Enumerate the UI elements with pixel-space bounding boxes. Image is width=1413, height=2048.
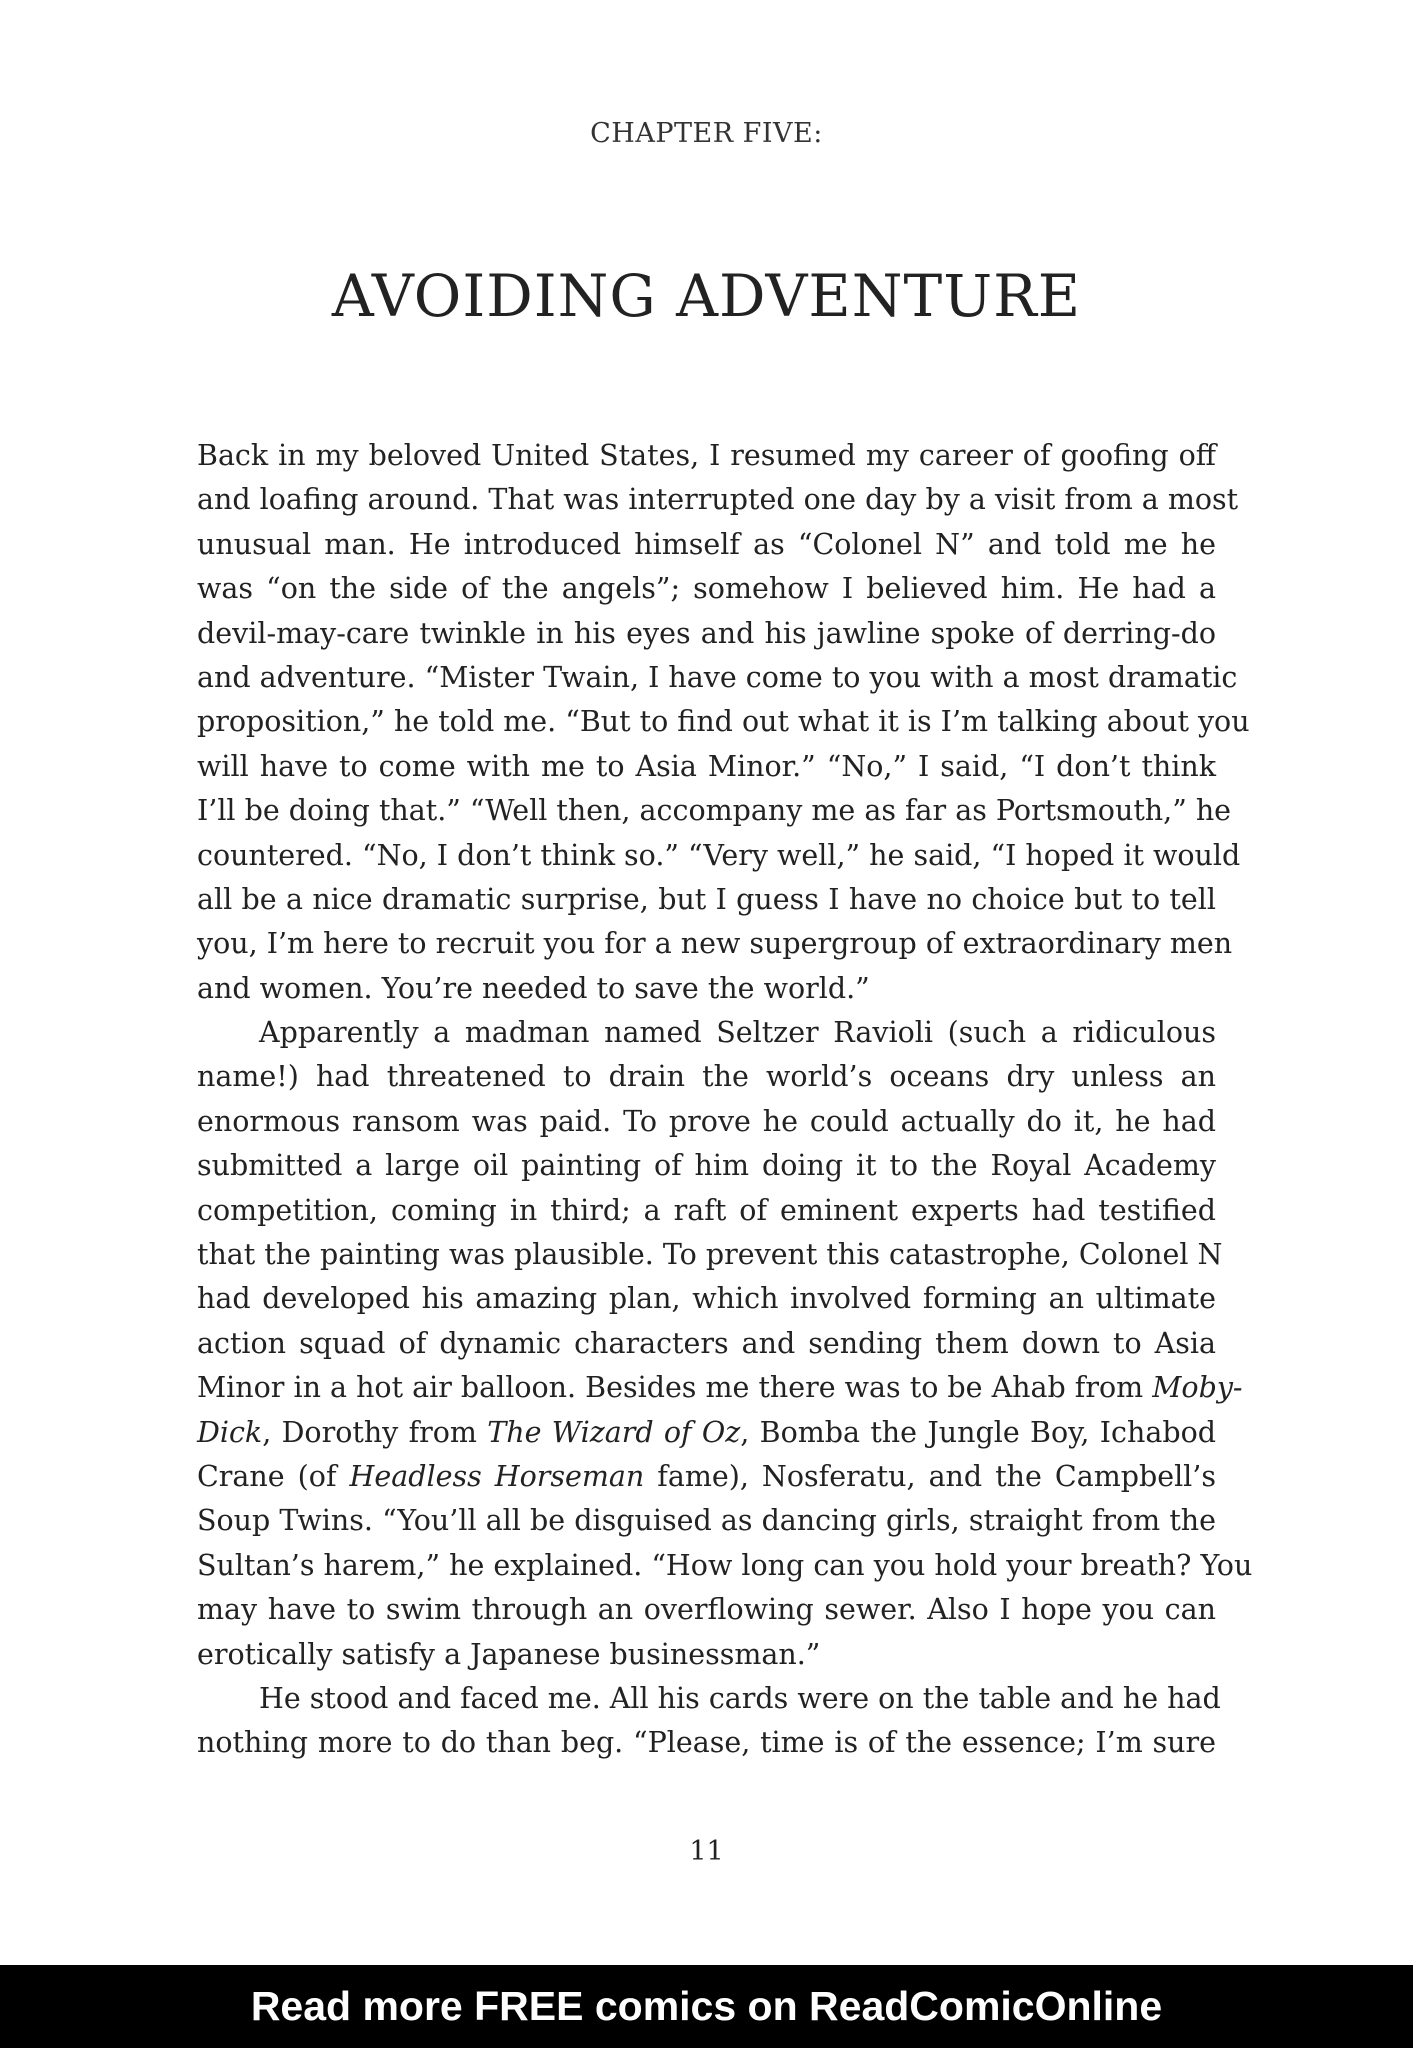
text-segment: name!) had threatened to drain the world’s oceans dry unless an <box>197 1060 1216 1094</box>
text-line <box>197 745 1216 789</box>
text-line <box>197 1544 1253 1588</box>
text-segment: you, I’m here to recruit you for a new supergroup of extraordinary men <box>197 927 1233 961</box>
text-line <box>197 1677 1221 1721</box>
text-line <box>197 1366 1243 1410</box>
text-segment: may have to swim through an overflowing sewer. Also I hope you can <box>197 1593 1216 1627</box>
text-segment: all be a nice dramatic surprise, but I guess I have no choice but to tell <box>197 882 1216 916</box>
text-line <box>197 1721 1216 1765</box>
text-segment: had developed his amazing plan, which involved forming an ultimate <box>197 1282 1216 1316</box>
italic-text: Moby- <box>1152 1371 1243 1405</box>
text-segment: and adventure. “Mister Twain, I have come to you with a most dramatic <box>197 660 1238 694</box>
text-segment: Sultan’s harem,” he explained. “How long can you hold your breath? You <box>197 1548 1253 1582</box>
text-segment: and women. You’re needed to save the world.” <box>197 971 870 1005</box>
text-line <box>197 1322 1216 1366</box>
italic-text: Headless Horseman <box>349 1459 645 1493</box>
text-line <box>197 523 1216 567</box>
text-segment: and loafing around. That was interrupted one day by a visit from a most <box>197 483 1239 517</box>
text-segment: countered. “No, I don’t think so.” “Very well,” he said, “I hoped it would <box>197 838 1241 872</box>
paragraph <box>197 434 1250 1011</box>
text-segment: Back in my beloved United States, I resumed my career of goofing off <box>197 439 1216 472</box>
text-line <box>197 1055 1216 1099</box>
text-line <box>197 1633 1216 1677</box>
text-segment: will have to come with me to Asia Minor.” “No,” I said, “I don’t think <box>197 749 1216 783</box>
text-segment: enormous ransom was paid. To prove he could actually do it, he had <box>197 1104 1216 1138</box>
paragraph <box>197 1011 1253 1677</box>
page-number: 11 <box>689 1836 724 1867</box>
text-line <box>197 1100 1216 1144</box>
text-line <box>197 1233 1223 1277</box>
text-line <box>197 656 1238 700</box>
text-segment: that the painting was plausible. To prevent this catastrophe, Colonel N <box>197 1238 1223 1272</box>
text-line <box>197 1588 1216 1632</box>
text-segment: nothing more to do than beg. “Please, time is of the essence; I’m sure <box>197 1726 1216 1760</box>
text-line <box>197 478 1239 522</box>
text-segment: erotically satisfy a Japanese businessman.” <box>197 1637 821 1671</box>
text-line <box>197 612 1216 656</box>
text-segment: I’ll be doing that.” “Well then, accompany me as far as Portsmouth,” he <box>197 794 1232 828</box>
paragraph <box>197 1677 1221 1766</box>
body-text <box>197 434 1253 1766</box>
text-line <box>197 1144 1216 1188</box>
text-line <box>197 1011 1216 1055</box>
text-segment: , Bomba the Jungle Boy, Ichabod <box>740 1415 1216 1449</box>
text-segment: unusual man. He introduced himself as “Colonel N” and told me he <box>197 527 1216 561</box>
text-segment: proposition,” he told me. “But to find out what it is I’m talking about you <box>197 705 1250 739</box>
text-line <box>197 967 1216 1011</box>
text-segment: Soup Twins. “You’ll all be disguised as dancing girls, straight from the <box>197 1504 1216 1538</box>
text-segment: was “on the side of the angels”; somehow I believed him. He had a <box>197 572 1216 606</box>
text-segment: He stood and faced me. All his cards were on the table and he had <box>259 1681 1221 1715</box>
text-segment: , Dorothy from <box>262 1415 488 1449</box>
text-line <box>197 878 1216 922</box>
text-line <box>197 700 1250 744</box>
chapter-label: CHAPTER FIVE: <box>590 118 823 149</box>
text-line <box>197 1455 1216 1499</box>
text-line <box>197 834 1241 878</box>
text-segment: Minor in a hot air balloon. Besides me there was to be Ahab from <box>197 1371 1153 1405</box>
text-segment: Apparently a madman named Seltzer Ravioli (such a ridiculous <box>259 1016 1216 1050</box>
chapter-title: AVOIDING ADVENTURE <box>331 262 1082 330</box>
text-segment: competition, coming in third; a raft of eminent experts had testified <box>197 1193 1216 1227</box>
text-line <box>197 1189 1216 1233</box>
text-line <box>197 922 1233 966</box>
text-line <box>197 567 1216 611</box>
text-segment: Crane (of <box>197 1459 350 1493</box>
text-segment: action squad of dynamic characters and sending them down to Asia <box>197 1326 1216 1360</box>
text-line <box>197 1411 1216 1455</box>
text-line <box>197 1499 1216 1543</box>
promo-banner[interactable]: Read more FREE comics on ReadComicOnline <box>0 1965 1413 2048</box>
text-segment: devil-may-care twinkle in his eyes and his jawline spoke of derring-do <box>197 616 1216 650</box>
text-line <box>197 434 1216 478</box>
italic-text: The Wizard of Oz <box>487 1415 741 1449</box>
text-line <box>197 1277 1216 1321</box>
text-segment: submitted a large oil painting of him doing it to the Royal Academy <box>197 1149 1216 1183</box>
text-segment: fame), Nosferatu, and the Campbell’s <box>644 1459 1216 1493</box>
italic-text: Dick <box>197 1415 263 1449</box>
text-line <box>197 789 1232 833</box>
